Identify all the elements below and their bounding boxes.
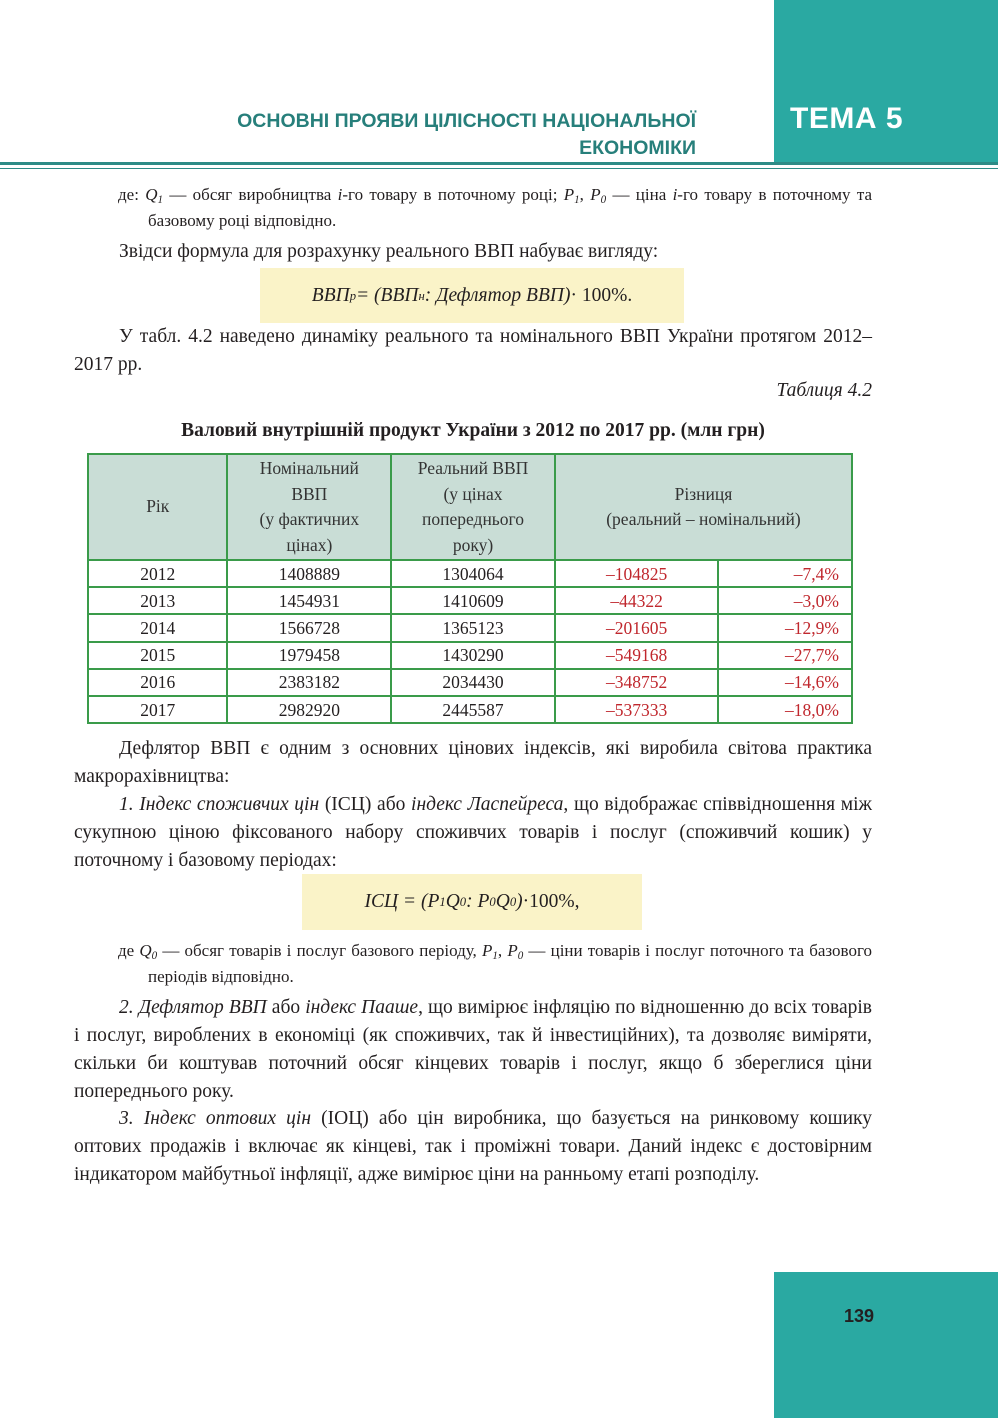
- page-number: 139: [844, 1306, 875, 1326]
- theme-label: ТЕМА 5: [790, 102, 904, 135]
- cell-difference-percent: –18,0%: [718, 696, 852, 723]
- cell-year: 2012: [88, 560, 227, 587]
- cell-real: 1430290: [391, 642, 555, 669]
- cell-nominal: 1979458: [227, 642, 391, 669]
- table-intro-paragraph: У табл. 4.2 наведено динаміку реального та номінального ВВП України протягом 2012–2017 рр.: [74, 326, 872, 375]
- table-caption: Таблиця 4.2: [776, 380, 872, 401]
- cell-real: 1410609: [391, 587, 555, 614]
- cell-real: 1304064: [391, 560, 555, 587]
- table-row: [88, 642, 852, 669]
- note-q1-definition: де: $Q_1$ — обсяг виробництва i-го товару в поточному році; $P_1$, $P_0$ — ціна i-го товару в поточному та базовому році відповідно.: [118, 185, 873, 230]
- cell-difference-percent: –14,6%: [718, 669, 852, 696]
- cell-difference-percent: –3,0%: [718, 587, 852, 614]
- cell-real: 2034430: [391, 669, 555, 696]
- cell-year: 2017: [88, 696, 227, 723]
- wholesale-index-paragraph: 3. Індекс оптових цін (ІОЦ) або цін виробника, що базується на ринковому кошику оптових продажів і включає як кінцеві, так і проміжні товари. Даний індекс є достовірним індикатором майбутньої інфляції, адже вимірює ціни на ранньому етапі розподілу.: [74, 1108, 872, 1185]
- header-year: Рік: [88, 454, 227, 560]
- header-difference: Різниця (реальний – номінальний): [555, 454, 852, 560]
- cell-difference: –537333: [555, 696, 718, 723]
- chapter-title-line-2: ЕКОНОМІКИ: [579, 137, 696, 159]
- table-title: Валовий внутрішній продукт України з 2012 по 2017 рр. (млн грн): [181, 420, 765, 441]
- cell-year: 2016: [88, 669, 227, 696]
- cell-difference: –44322: [555, 587, 718, 614]
- page-number-tab: [774, 1272, 998, 1418]
- cell-nominal: 1454931: [227, 587, 391, 614]
- cell-difference: –201605: [555, 614, 718, 641]
- cell-difference: –104825: [555, 560, 718, 587]
- cell-nominal: 1408889: [227, 560, 391, 587]
- gdp-table: [87, 453, 853, 724]
- cell-real: 1365123: [391, 614, 555, 641]
- deflator-paragraph: 2. Дефлятор ВВП або індекс Пааше, що вимірює інфляцію по відношенню до всіх товарів і послуг, вироблених в економіці (як споживчих, так й інвестиційних), та дозволяє виміряти, скільки би коштував поточний обсяг кінцевих товарів і послуг, якщо б збереглися ціни попереднього року.: [74, 997, 873, 1102]
- note-q0-definition: де $Q_0$ — обсяг товарів і послуг базового періоду, $P_1$, $P_0$ — ціни товарів і послуг поточного та базового періодів відповідно.: [118, 941, 872, 986]
- deflator-intro-paragraph: Дефлятор ВВП є одним з основних цінових індексів, які виробила світова практика макрорахівництва:: [74, 738, 872, 787]
- cell-nominal: 1566728: [227, 614, 391, 641]
- formula-intro-paragraph: Звідси формула для розрахунку реального ВВП набуває вигляду:: [119, 241, 659, 262]
- chapter-title: [136, 108, 696, 162]
- header-rule-thin: [0, 168, 998, 169]
- cpi-paragraph: 1. Індекс споживчих цін (ІСЦ) або індекс Ласпейреса, що відображає співвідношення між сукупною ціною фіксованого набору споживчих товарів і послуг (споживчий кошик) у поточному і базовому періодах:: [74, 794, 873, 871]
- cell-nominal: 2383182: [227, 669, 391, 696]
- cpi-formula: ІСЦ = (P 1 Q 0 : P 0 Q 0 ) ·100%,: [302, 874, 642, 930]
- cell-difference: –549168: [555, 642, 718, 669]
- header-real: Реальний ВВП (у цінах попереднього року): [391, 454, 555, 560]
- real-gdp-formula: ВВП р = (ВВП н : Дефлятор ВВП) · 100%.: [260, 268, 684, 323]
- table-row: [88, 614, 852, 641]
- header-rule: [0, 162, 998, 165]
- cell-real: 2445587: [391, 696, 555, 723]
- table-header-row: [88, 454, 852, 560]
- table-row: [88, 560, 852, 587]
- table-row: [88, 669, 852, 696]
- table-row: [88, 696, 852, 723]
- cell-difference-percent: –7,4%: [718, 560, 852, 587]
- cell-difference-percent: –12,9%: [718, 614, 852, 641]
- theme-tab: [774, 0, 998, 163]
- cell-nominal: 2982920: [227, 696, 391, 723]
- cell-difference-percent: –27,7%: [718, 642, 852, 669]
- header-nominal: Номінальний ВВП (у фактичних цінах): [227, 454, 391, 560]
- cell-year: 2013: [88, 587, 227, 614]
- chapter-title-line-1: ОСНОВНІ ПРОЯВИ ЦІЛІСНОСТІ НАЦІОНАЛЬНОЇ: [237, 110, 696, 132]
- cell-year: 2015: [88, 642, 227, 669]
- cell-difference: –348752: [555, 669, 718, 696]
- table-row: [88, 587, 852, 614]
- cell-year: 2014: [88, 614, 227, 641]
